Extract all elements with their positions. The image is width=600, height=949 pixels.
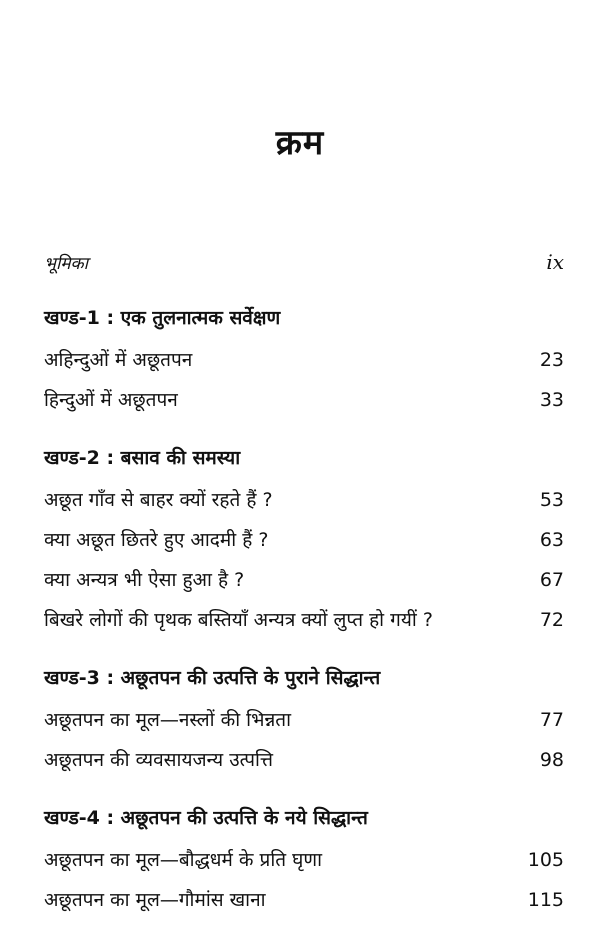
toc-entry-page: 98 <box>539 749 564 771</box>
toc-entry-label: क्या अछूत छितरे हुए आदमी हैं ? <box>44 529 269 551</box>
toc-entry <box>44 846 564 886</box>
toc-section-4 <box>44 804 564 926</box>
section-heading: खण्ड-1 : एक तुलनात्मक सर्वेक्षण <box>44 307 281 329</box>
toc-entry-label: अछूतपन का मूल—गौमांस खाना <box>44 889 266 911</box>
toc-entry-label: हिन्दुओं में अछूतपन <box>44 389 178 411</box>
section-heading: खण्ड-4 : अछूतपन की उत्पत्ति के नये सिद्धान्त <box>44 807 368 829</box>
toc-entry <box>44 386 564 426</box>
toc-entry-page: 115 <box>527 889 564 911</box>
toc-entry-label: अहिन्दुओं में अछूतपन <box>44 349 193 371</box>
toc-entry <box>44 486 564 526</box>
toc-entry-label: बिखरे लोगों की पृथक बस्तियाँ अन्यत्र क्यों लुप्त हो गयीं ? <box>44 609 433 631</box>
table-of-contents <box>44 250 564 944</box>
toc-entry <box>44 606 564 646</box>
toc-entry-label: भूमिका <box>44 254 88 274</box>
toc-entry <box>44 706 564 746</box>
toc-entry-page: 77 <box>539 709 564 731</box>
page-title: क्रम <box>275 123 325 163</box>
toc-section-1 <box>44 304 564 426</box>
toc-section-3 <box>44 664 564 786</box>
toc-entry <box>44 746 564 786</box>
toc-entry-page: 33 <box>539 389 564 411</box>
toc-entry-label: अछूत गाँव से बाहर क्यों रहते हैं ? <box>44 489 273 511</box>
toc-entry-page: 53 <box>539 489 564 511</box>
section-heading: खण्ड-3 : अछूतपन की उत्पत्ति के पुराने सिद्धान्त <box>44 667 381 689</box>
toc-entry-label: क्या अन्यत्र भी ऐसा हुआ है ? <box>44 569 245 591</box>
toc-entry-page: 63 <box>539 529 564 551</box>
toc-entry-page: 105 <box>527 849 564 871</box>
toc-entry <box>44 886 564 926</box>
toc-entry-page: 72 <box>539 609 564 631</box>
toc-section-2 <box>44 444 564 646</box>
toc-entry-page: 23 <box>539 349 564 371</box>
toc-entry-label: अछूतपन की व्यवसायजन्य उत्पत्ति <box>44 749 274 771</box>
toc-entry-intro <box>44 250 564 298</box>
section-heading: खण्ड-2 : बसाव की समस्या <box>44 447 241 469</box>
toc-entry-label: अछूतपन का मूल—बौद्धधर्म के प्रति घृणा <box>44 849 322 871</box>
toc-entry-page: 67 <box>539 569 564 591</box>
toc-entry <box>44 526 564 566</box>
toc-entry-label: अछूतपन का मूल—नस्लों की भिन्नता <box>44 709 292 731</box>
toc-entry-page: ix <box>546 250 564 274</box>
toc-entry <box>44 346 564 386</box>
toc-entry <box>44 566 564 606</box>
